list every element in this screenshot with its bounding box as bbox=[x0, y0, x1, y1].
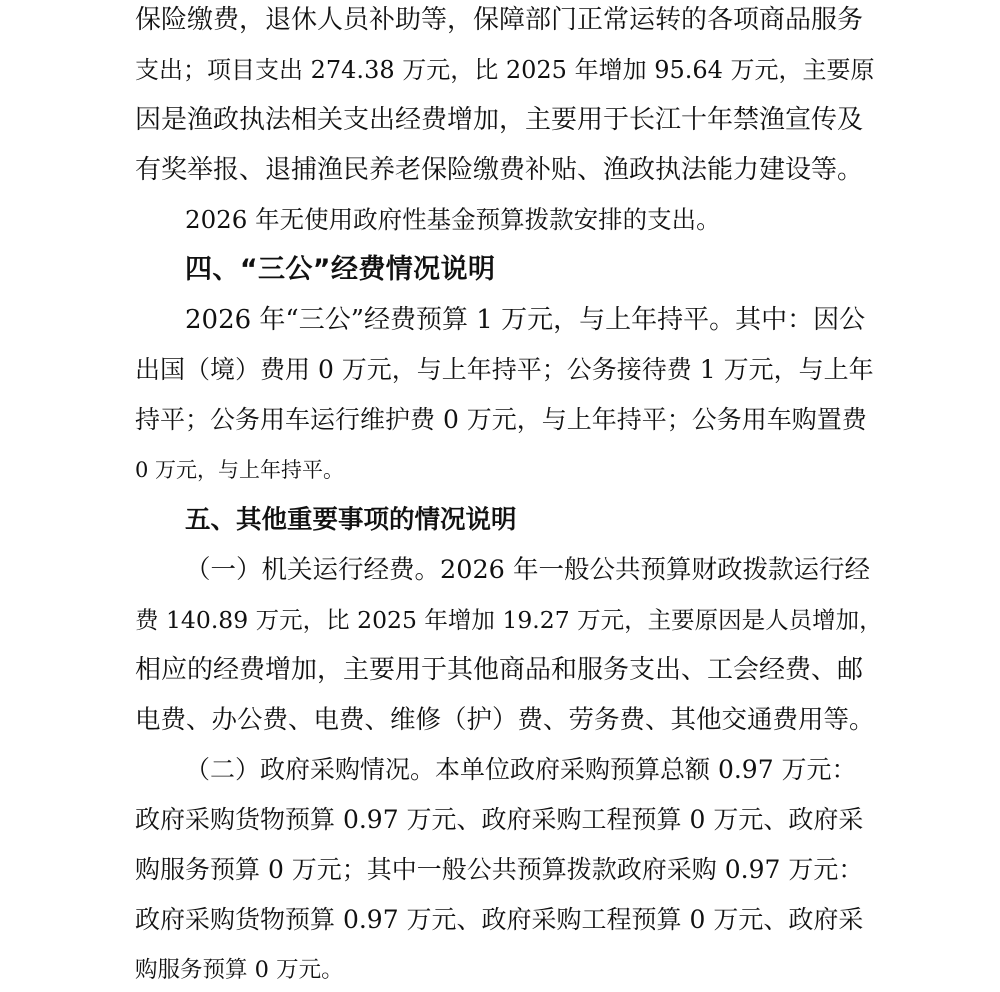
paragraph-line bbox=[0, 150, 1000, 190]
line-text: 2026 年无使用政府性基金预算拨款安排的支出。 bbox=[185, 205, 721, 234]
paragraph-line bbox=[0, 950, 1000, 990]
line-text: 2026 年“三公”经费预算 1 万元，与上年持平。其中：因公 bbox=[185, 305, 866, 335]
paragraph-line bbox=[0, 600, 1000, 640]
section-heading bbox=[0, 500, 1000, 540]
paragraph-line bbox=[0, 700, 1000, 740]
line-text: （二）政府采购情况。本单位政府采购预算总额 0.97 万元： bbox=[185, 755, 857, 784]
paragraph-line bbox=[0, 900, 1000, 940]
paragraph-line bbox=[0, 0, 1000, 40]
line-text: 政府采购货物预算 0.97 万元、政府采购工程预算 0 万元、政府采 bbox=[135, 905, 864, 934]
line-text: 政府采购货物预算 0.97 万元、政府采购工程预算 0 万元、政府采 bbox=[135, 805, 864, 834]
line-text: 购服务预算 0 万元；其中一般公共预算拨款政府采购 0.97 万元： bbox=[135, 855, 864, 884]
paragraph-line bbox=[0, 650, 1000, 690]
paragraph-line bbox=[0, 350, 1000, 390]
section-heading bbox=[0, 250, 1000, 290]
line-text: （一）机关运行经费。2026 年一般公共预算财政拨款运行经 bbox=[185, 555, 871, 585]
paragraph-line bbox=[0, 450, 1000, 490]
line-text: 费 140.89 万元，比 2025 年增加 19.27 万元，主要原因是人员增加， bbox=[135, 606, 883, 634]
line-text: 出国（境）费用 0 万元，与上年持平；公务接待费 1 万元，与上年 bbox=[135, 355, 874, 384]
line-text: 电费、办公费、电费、维修（护）费、劳务费、其他交通费用等。 bbox=[135, 705, 875, 735]
line-text: 持平；公务用车运行维护费 0 万元，与上年持平；公务用车购置费 bbox=[135, 405, 867, 434]
heading-text: 四、“三公”经费情况说明 bbox=[185, 254, 496, 285]
line-text: 购服务预算 0 万元。 bbox=[135, 957, 344, 983]
line-text: 0 万元，与上年持平。 bbox=[135, 458, 345, 482]
paragraph-line bbox=[0, 800, 1000, 840]
heading-text: 五、其他重要事项的情况说明 bbox=[185, 505, 517, 535]
paragraph-line bbox=[0, 200, 1000, 240]
line-text: 因是渔政执法相关支出经费增加，主要用于长江十年禁渔宣传及 bbox=[135, 105, 864, 135]
paragraph-line bbox=[0, 100, 1000, 140]
line-text: 相应的经费增加，主要用于其他商品和服务支出、工会经费、邮 bbox=[135, 655, 864, 685]
line-text: 有奖举报、退捕渔民养老保险缴费补贴、渔政执法能力建设等。 bbox=[135, 155, 864, 185]
paragraph-line bbox=[0, 50, 1000, 90]
paragraph-line bbox=[0, 850, 1000, 890]
paragraph-line bbox=[0, 750, 1000, 790]
paragraph-line bbox=[0, 300, 1000, 340]
paragraph-line bbox=[0, 400, 1000, 440]
paragraph-line bbox=[0, 550, 1000, 590]
line-text: 保险缴费，退休人员补助等，保障部门正常运转的各项商品服务 bbox=[135, 5, 864, 35]
line-text: 支出；项目支出 274.38 万元，比 2025 年增加 95.64 万元，主要原 bbox=[135, 56, 875, 84]
